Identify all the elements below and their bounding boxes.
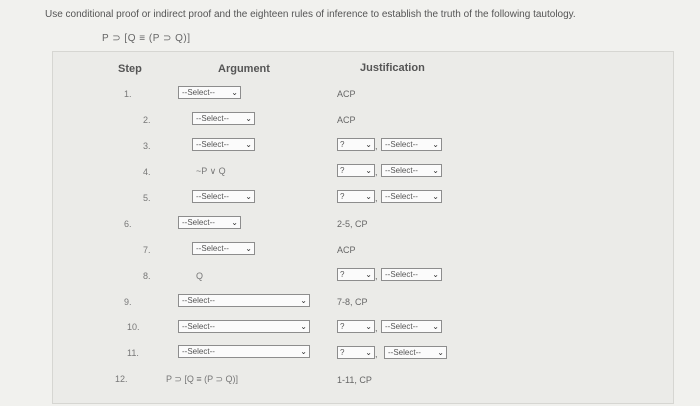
- step-number: 10.: [127, 322, 140, 332]
- rule-select[interactable]: --Select-- ⌄: [381, 268, 442, 281]
- argument-select[interactable]: --Select-- ⌄: [192, 190, 255, 203]
- step-number: 11.: [127, 348, 139, 358]
- justification-text: 1-11, CP: [337, 375, 372, 385]
- step-number: 3.: [143, 141, 151, 151]
- comma-separator: ,: [375, 323, 378, 333]
- step-number: 2.: [143, 115, 151, 125]
- rule-line-select[interactable]: ? ⌄: [337, 346, 375, 359]
- header-justification: Justification: [360, 62, 425, 74]
- comma-separator: ,: [375, 141, 378, 151]
- argument-select[interactable]: --Select-- ⌄: [192, 112, 255, 125]
- step-number: 6.: [124, 219, 132, 229]
- argument-select[interactable]: --Select-- ⌄: [192, 138, 255, 151]
- argument-text: ~P ∨ Q: [196, 166, 226, 176]
- rule-select[interactable]: --Select-- ⌄: [381, 164, 442, 177]
- rule-select[interactable]: --Select-- ⌄: [381, 190, 442, 203]
- instructions: Use conditional proof or indirect proof and the eighteen rules of inference to establish the truth of the following tautology.: [45, 9, 576, 20]
- justification-text: 2-5, CP: [337, 219, 368, 229]
- argument-select[interactable]: --Select-- ⌄: [178, 294, 310, 307]
- justification-text: ACP: [337, 115, 356, 125]
- argument-select[interactable]: --Select-- ⌄: [192, 242, 255, 255]
- step-number: 8.: [143, 271, 151, 281]
- header-step: Step: [118, 63, 142, 75]
- rule-line-select[interactable]: ? ⌄: [337, 164, 375, 177]
- step-number: 12.: [115, 374, 128, 384]
- rule-line-select[interactable]: ? ⌄: [337, 268, 375, 281]
- step-number: 1.: [124, 89, 132, 99]
- rule-line-select[interactable]: ? ⌄: [337, 190, 375, 203]
- justification-text: ACP: [337, 245, 356, 255]
- argument-select[interactable]: --Select-- ⌄: [178, 320, 310, 333]
- justification-text: 7-8, CP: [337, 297, 368, 307]
- step-number: 9.: [124, 297, 132, 307]
- comma-separator: ,: [375, 167, 378, 177]
- argument-text: Q: [196, 271, 204, 281]
- comma-separator: ,: [375, 271, 378, 281]
- header-argument: Argument: [218, 63, 270, 75]
- rule-line-select[interactable]: ? ⌄: [337, 138, 375, 151]
- justification-text: ACP: [337, 89, 356, 99]
- comma-separator: ,: [375, 349, 378, 359]
- rule-select[interactable]: --Select-- ⌄: [381, 320, 442, 333]
- argument-select[interactable]: --Select-- ⌄: [178, 345, 310, 358]
- rule-select[interactable]: --Select-- ⌄: [384, 346, 447, 359]
- tautology-formula: P ⊃ [Q ≡ (P ⊃ Q)]: [102, 33, 191, 44]
- rule-select[interactable]: --Select-- ⌄: [381, 138, 442, 151]
- step-number: 5.: [143, 193, 151, 203]
- rule-line-select[interactable]: ? ⌄: [337, 320, 375, 333]
- argument-select[interactable]: --Select-- ⌄: [178, 86, 241, 99]
- argument-select[interactable]: --Select-- ⌄: [178, 216, 241, 229]
- step-number: 4.: [143, 167, 151, 177]
- step-number: 7.: [143, 245, 151, 255]
- argument-text: P ⊃ [Q ≡ (P ⊃ Q)]: [166, 374, 239, 384]
- comma-separator: ,: [375, 193, 378, 203]
